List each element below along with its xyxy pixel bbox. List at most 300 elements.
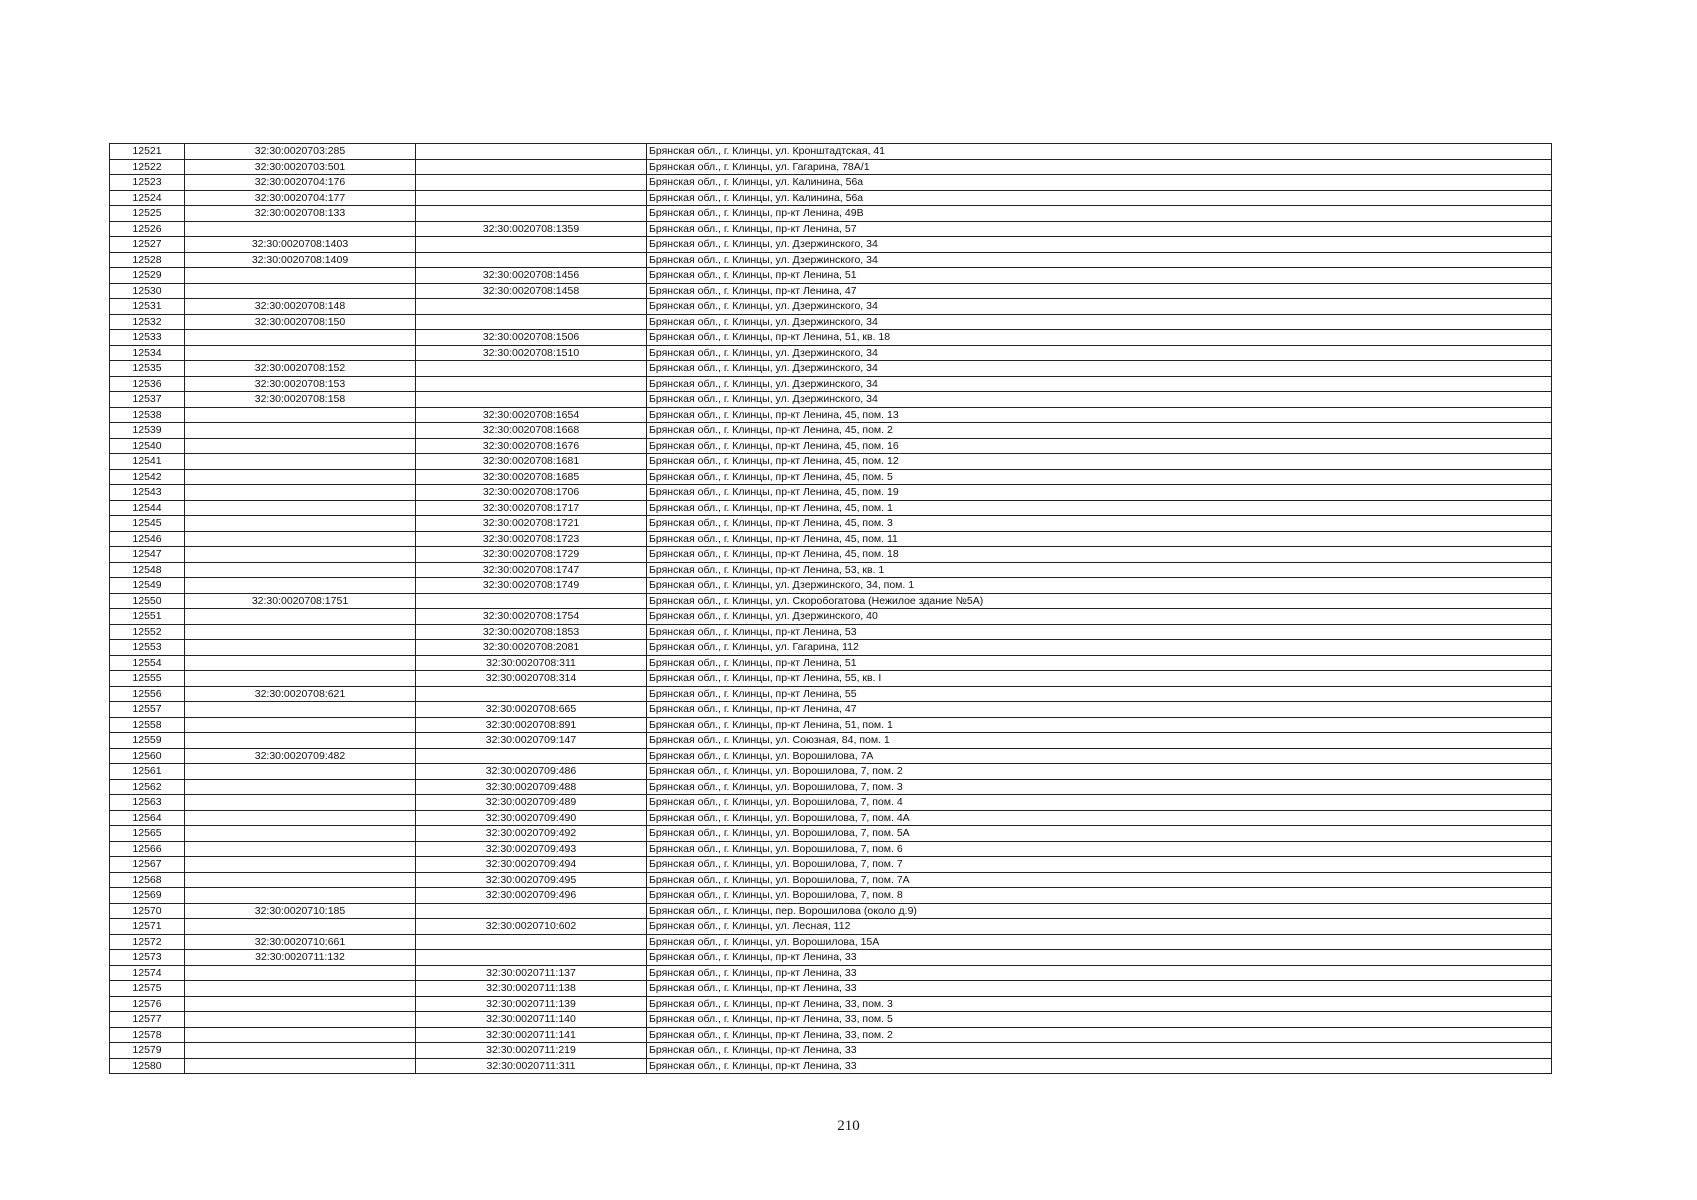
row-number-cell: 12569 [110,888,185,904]
linked-cadastral-number-cell: 32:30:0020708:1456 [416,268,647,284]
address-cell: Брянская обл., г. Клинцы, пр-кт Ленина, 51 [647,268,1552,284]
linked-cadastral-number-cell: 32:30:0020711:138 [416,981,647,997]
table-row [110,423,1552,439]
row-number-cell: 12533 [110,330,185,346]
row-number-cell: 12572 [110,934,185,950]
row-number-cell: 12542 [110,469,185,485]
row-number-cell: 12571 [110,919,185,935]
table-row [110,841,1552,857]
table-row [110,717,1552,733]
row-number-cell: 12538 [110,407,185,423]
address-cell: Брянская обл., г. Клинцы, пр-кт Ленина, 33 [647,950,1552,966]
address-cell: Брянская обл., г. Клинцы, пр-кт Ленина, 45, пом. 2 [647,423,1552,439]
cadastral-number-cell [185,1012,416,1028]
row-number-cell: 12545 [110,516,185,532]
linked-cadastral-number-cell [416,686,647,702]
address-cell: Брянская обл., г. Клинцы, пр-кт Ленина, 55 [647,686,1552,702]
cadastral-number-cell: 32:30:0020708:148 [185,299,416,315]
address-cell: Брянская обл., г. Клинцы, пр-кт Ленина, 45, пом. 12 [647,454,1552,470]
linked-cadastral-number-cell [416,190,647,206]
cadastral-number-cell [185,531,416,547]
cadastral-number-cell: 32:30:0020711:132 [185,950,416,966]
table-row [110,733,1552,749]
address-cell: Брянская обл., г. Клинцы, ул. Дзержинского, 34 [647,237,1552,253]
cadastral-number-cell [185,671,416,687]
cadastral-number-cell [185,857,416,873]
address-cell: Брянская обл., г. Клинцы, ул. Ворошилова, 7, пом. 7 [647,857,1552,873]
cadastral-number-cell [185,702,416,718]
row-number-cell: 12570 [110,903,185,919]
row-number-cell: 12521 [110,144,185,160]
row-number-cell: 12577 [110,1012,185,1028]
table-row [110,795,1552,811]
table-row [110,655,1552,671]
linked-cadastral-number-cell [416,206,647,222]
row-number-cell: 12544 [110,500,185,516]
cadastral-number-cell [185,330,416,346]
linked-cadastral-number-cell: 32:30:0020711:141 [416,1027,647,1043]
row-number-cell: 12540 [110,438,185,454]
table-row [110,485,1552,501]
table-row [110,934,1552,950]
linked-cadastral-number-cell: 32:30:0020709:489 [416,795,647,811]
linked-cadastral-number-cell: 32:30:0020710:602 [416,919,647,935]
row-number-cell: 12547 [110,547,185,563]
linked-cadastral-number-cell: 32:30:0020708:311 [416,655,647,671]
address-cell: Брянская обл., г. Клинцы, ул. Скоробогатова (Нежилое здание №5А) [647,593,1552,609]
linked-cadastral-number-cell [416,159,647,175]
row-number-cell: 12529 [110,268,185,284]
row-number-cell: 12526 [110,221,185,237]
cadastral-number-cell [185,717,416,733]
table-row [110,206,1552,222]
address-cell: Брянская обл., г. Клинцы, ул. Ворошилова, 7, пом. 7А [647,872,1552,888]
cadastral-number-cell [185,872,416,888]
address-cell: Брянская обл., г. Клинцы, ул. Ворошилова, 7, пом. 5А [647,826,1552,842]
table-row [110,950,1552,966]
row-number-cell: 12555 [110,671,185,687]
linked-cadastral-number-cell [416,934,647,950]
table-row [110,469,1552,485]
linked-cadastral-number-cell: 32:30:0020708:1506 [416,330,647,346]
linked-cadastral-number-cell: 32:30:0020711:139 [416,996,647,1012]
cadastral-number-cell [185,996,416,1012]
table-row [110,547,1552,563]
linked-cadastral-number-cell: 32:30:0020709:494 [416,857,647,873]
address-cell: Брянская обл., г. Клинцы, пр-кт Ленина, 47 [647,283,1552,299]
property-registry-table [109,143,1552,1074]
linked-cadastral-number-cell: 32:30:0020708:1749 [416,578,647,594]
cadastral-number-cell [185,841,416,857]
table-row [110,640,1552,656]
address-cell: Брянская обл., г. Клинцы, пр-кт Ленина, 45, пом. 18 [647,547,1552,563]
cadastral-number-cell [185,454,416,470]
cadastral-number-cell [185,779,416,795]
address-cell: Брянская обл., г. Клинцы, ул. Союзная, 84, пом. 1 [647,733,1552,749]
linked-cadastral-number-cell: 32:30:0020708:1676 [416,438,647,454]
row-number-cell: 12561 [110,764,185,780]
linked-cadastral-number-cell: 32:30:0020709:488 [416,779,647,795]
table-row [110,392,1552,408]
address-cell: Брянская обл., г. Клинцы, ул. Дзержинского, 34 [647,376,1552,392]
address-cell: Брянская обл., г. Клинцы, ул. Ворошилова, 7, пом. 2 [647,764,1552,780]
address-cell: Брянская обл., г. Клинцы, пр-кт Ленина, 47 [647,702,1552,718]
table-row [110,221,1552,237]
cadastral-number-cell [185,764,416,780]
linked-cadastral-number-cell: 32:30:0020709:495 [416,872,647,888]
address-cell: Брянская обл., г. Клинцы, пр-кт Ленина, 45, пом. 5 [647,469,1552,485]
linked-cadastral-number-cell: 32:30:0020708:1685 [416,469,647,485]
table-row [110,903,1552,919]
row-number-cell: 12565 [110,826,185,842]
table-row [110,252,1552,268]
cadastral-number-cell [185,500,416,516]
linked-cadastral-number-cell: 32:30:0020708:1717 [416,500,647,516]
row-number-cell: 12522 [110,159,185,175]
table-row [110,330,1552,346]
table-row [110,376,1552,392]
cadastral-number-cell [185,919,416,935]
address-cell: Брянская обл., г. Клинцы, пр-кт Ленина, 45, пом. 13 [647,407,1552,423]
cadastral-number-cell: 32:30:0020703:285 [185,144,416,160]
row-number-cell: 12576 [110,996,185,1012]
cadastral-number-cell: 32:30:0020704:176 [185,175,416,191]
cadastral-number-cell [185,283,416,299]
address-cell: Брянская обл., г. Клинцы, ул. Ворошилова, 7, пом. 8 [647,888,1552,904]
row-number-cell: 12559 [110,733,185,749]
linked-cadastral-number-cell: 32:30:0020709:493 [416,841,647,857]
linked-cadastral-number-cell: 32:30:0020708:665 [416,702,647,718]
row-number-cell: 12535 [110,361,185,377]
linked-cadastral-number-cell [416,175,647,191]
address-cell: Брянская обл., г. Клинцы, ул. Лесная, 112 [647,919,1552,935]
table-row [110,919,1552,935]
row-number-cell: 12557 [110,702,185,718]
cadastral-number-cell [185,345,416,361]
row-number-cell: 12548 [110,562,185,578]
row-number-cell: 12549 [110,578,185,594]
cadastral-number-cell [185,562,416,578]
linked-cadastral-number-cell: 32:30:0020709:486 [416,764,647,780]
row-number-cell: 12560 [110,748,185,764]
table-row [110,531,1552,547]
table-row [110,702,1552,718]
table-row [110,593,1552,609]
linked-cadastral-number-cell: 32:30:0020708:891 [416,717,647,733]
table-row [110,144,1552,160]
table-row [110,190,1552,206]
address-cell: Брянская обл., г. Клинцы, ул. Калинина, 56а [647,190,1552,206]
address-cell: Брянская обл., г. Клинцы, ул. Ворошилова, 7, пом. 4 [647,795,1552,811]
address-cell: Брянская обл., г. Клинцы, пр-кт Ленина, 45, пом. 19 [647,485,1552,501]
cadastral-number-cell [185,438,416,454]
table-row [110,500,1552,516]
table-row [110,237,1552,253]
table-row [110,562,1552,578]
linked-cadastral-number-cell: 32:30:0020708:314 [416,671,647,687]
cadastral-number-cell: 32:30:0020708:1751 [185,593,416,609]
row-number-cell: 12551 [110,609,185,625]
row-number-cell: 12532 [110,314,185,330]
cadastral-number-cell [185,624,416,640]
cadastral-number-cell: 32:30:0020703:501 [185,159,416,175]
row-number-cell: 12578 [110,1027,185,1043]
address-cell: Брянская обл., г. Клинцы, ул. Дзержинского, 34 [647,361,1552,377]
cadastral-number-cell [185,516,416,532]
row-number-cell: 12539 [110,423,185,439]
cadastral-number-cell [185,733,416,749]
address-cell: Брянская обл., г. Клинцы, ул. Дзержинского, 34 [647,299,1552,315]
row-number-cell: 12525 [110,206,185,222]
table-row [110,407,1552,423]
address-cell: Брянская обл., г. Клинцы, пер. Ворошилова (около д.9) [647,903,1552,919]
linked-cadastral-number-cell: 32:30:0020709:490 [416,810,647,826]
linked-cadastral-number-cell [416,903,647,919]
row-number-cell: 12546 [110,531,185,547]
cadastral-number-cell [185,795,416,811]
cadastral-number-cell: 32:30:0020708:153 [185,376,416,392]
cadastral-number-cell [185,268,416,284]
linked-cadastral-number-cell [416,299,647,315]
cadastral-number-cell: 32:30:0020708:1403 [185,237,416,253]
row-number-cell: 12534 [110,345,185,361]
row-number-cell: 12558 [110,717,185,733]
cadastral-number-cell: 32:30:0020708:621 [185,686,416,702]
address-cell: Брянская обл., г. Клинцы, пр-кт Ленина, 33 [647,981,1552,997]
address-cell: Брянская обл., г. Клинцы, ул. Гагарина, 112 [647,640,1552,656]
table-row [110,624,1552,640]
linked-cadastral-number-cell: 32:30:0020711:311 [416,1058,647,1074]
address-cell: Брянская обл., г. Клинцы, пр-кт Ленина, 33, пом. 5 [647,1012,1552,1028]
cadastral-number-cell [185,1027,416,1043]
cadastral-number-cell [185,221,416,237]
row-number-cell: 12579 [110,1043,185,1059]
row-number-cell: 12566 [110,841,185,857]
cadastral-number-cell [185,640,416,656]
linked-cadastral-number-cell: 32:30:0020708:1721 [416,516,647,532]
row-number-cell: 12574 [110,965,185,981]
linked-cadastral-number-cell: 32:30:0020711:219 [416,1043,647,1059]
table-row [110,748,1552,764]
row-number-cell: 12554 [110,655,185,671]
linked-cadastral-number-cell: 32:30:0020709:496 [416,888,647,904]
registry-table-body [110,144,1552,1074]
linked-cadastral-number-cell: 32:30:0020708:1747 [416,562,647,578]
table-row [110,516,1552,532]
table-row [110,826,1552,842]
cadastral-number-cell [185,485,416,501]
address-cell: Брянская обл., г. Клинцы, пр-кт Ленина, 45, пом. 1 [647,500,1552,516]
table-row [110,888,1552,904]
cadastral-number-cell: 32:30:0020708:1409 [185,252,416,268]
cadastral-number-cell [185,609,416,625]
address-cell: Брянская обл., г. Клинцы, пр-кт Ленина, 49В [647,206,1552,222]
table-row [110,671,1552,687]
address-cell: Брянская обл., г. Клинцы, ул. Ворошилова, 15А [647,934,1552,950]
cadastral-number-cell: 32:30:0020708:152 [185,361,416,377]
cadastral-number-cell [185,407,416,423]
cadastral-number-cell: 32:30:0020708:150 [185,314,416,330]
address-cell: Брянская обл., г. Клинцы, ул. Дзержинского, 34 [647,252,1552,268]
cadastral-number-cell: 32:30:0020704:177 [185,190,416,206]
table-row [110,454,1552,470]
address-cell: Брянская обл., г. Клинцы, пр-кт Ленина, 57 [647,221,1552,237]
address-cell: Брянская обл., г. Клинцы, пр-кт Ленина, 45, пом. 11 [647,531,1552,547]
row-number-cell: 12562 [110,779,185,795]
address-cell: Брянская обл., г. Клинцы, пр-кт Ленина, 53 [647,624,1552,640]
address-cell: Брянская обл., г. Клинцы, ул. Ворошилова, 7, пом. 6 [647,841,1552,857]
linked-cadastral-number-cell: 32:30:0020708:1729 [416,547,647,563]
row-number-cell: 12537 [110,392,185,408]
linked-cadastral-number-cell: 32:30:0020708:1359 [416,221,647,237]
linked-cadastral-number-cell: 32:30:0020708:1706 [416,485,647,501]
table-row [110,779,1552,795]
linked-cadastral-number-cell [416,376,647,392]
cadastral-number-cell [185,1058,416,1074]
row-number-cell: 12580 [110,1058,185,1074]
table-row [110,981,1552,997]
cadastral-number-cell [185,965,416,981]
cadastral-number-cell [185,547,416,563]
table-row [110,299,1552,315]
address-cell: Брянская обл., г. Клинцы, ул. Ворошилова, 7А [647,748,1552,764]
row-number-cell: 12564 [110,810,185,826]
linked-cadastral-number-cell [416,748,647,764]
linked-cadastral-number-cell [416,593,647,609]
cadastral-number-cell [185,578,416,594]
cadastral-number-cell [185,1043,416,1059]
linked-cadastral-number-cell: 32:30:0020708:1510 [416,345,647,361]
table-row [110,1043,1552,1059]
table-row [110,314,1552,330]
cadastral-number-cell [185,888,416,904]
linked-cadastral-number-cell: 32:30:0020711:137 [416,965,647,981]
row-number-cell: 12531 [110,299,185,315]
linked-cadastral-number-cell: 32:30:0020708:1723 [416,531,647,547]
table-row [110,438,1552,454]
cadastral-number-cell [185,469,416,485]
address-cell: Брянская обл., г. Клинцы, пр-кт Ленина, 33, пом. 3 [647,996,1552,1012]
address-cell: Брянская обл., г. Клинцы, пр-кт Ленина, 55, кв. I [647,671,1552,687]
table-row [110,609,1552,625]
row-number-cell: 12527 [110,237,185,253]
row-number-cell: 12563 [110,795,185,811]
row-number-cell: 12541 [110,454,185,470]
table-row [110,872,1552,888]
linked-cadastral-number-cell: 32:30:0020709:492 [416,826,647,842]
address-cell: Брянская обл., г. Клинцы, ул. Дзержинского, 34 [647,314,1552,330]
row-number-cell: 12530 [110,283,185,299]
table-row [110,175,1552,191]
row-number-cell: 12568 [110,872,185,888]
address-cell: Брянская обл., г. Клинцы, ул. Кронштадтская, 41 [647,144,1552,160]
address-cell: Брянская обл., г. Клинцы, пр-кт Ленина, 33 [647,1043,1552,1059]
linked-cadastral-number-cell: 32:30:0020708:1681 [416,454,647,470]
row-number-cell: 12573 [110,950,185,966]
table-row [110,268,1552,284]
table-row [110,996,1552,1012]
linked-cadastral-number-cell [416,314,647,330]
table-row [110,283,1552,299]
linked-cadastral-number-cell [416,252,647,268]
table-row [110,1027,1552,1043]
table-row [110,345,1552,361]
address-cell: Брянская обл., г. Клинцы, пр-кт Ленина, 33 [647,965,1552,981]
cadastral-number-cell: 32:30:0020708:133 [185,206,416,222]
row-number-cell: 12550 [110,593,185,609]
table-row [110,810,1552,826]
row-number-cell: 12553 [110,640,185,656]
linked-cadastral-number-cell: 32:30:0020708:1754 [416,609,647,625]
address-cell: Брянская обл., г. Клинцы, ул. Дзержинского, 40 [647,609,1552,625]
row-number-cell: 12523 [110,175,185,191]
address-cell: Брянская обл., г. Клинцы, пр-кт Ленина, 33 [647,1058,1552,1074]
linked-cadastral-number-cell [416,144,647,160]
row-number-cell: 12536 [110,376,185,392]
linked-cadastral-number-cell [416,237,647,253]
table-row [110,159,1552,175]
table-row [110,686,1552,702]
table-row [110,361,1552,377]
table-row [110,1058,1552,1074]
linked-cadastral-number-cell: 32:30:0020708:1458 [416,283,647,299]
address-cell: Брянская обл., г. Клинцы, ул. Дзержинского, 34 [647,345,1552,361]
linked-cadastral-number-cell: 32:30:0020708:1654 [416,407,647,423]
linked-cadastral-number-cell [416,392,647,408]
linked-cadastral-number-cell [416,950,647,966]
linked-cadastral-number-cell: 32:30:0020709:147 [416,733,647,749]
address-cell: Брянская обл., г. Клинцы, ул. Гагарина, 78А/1 [647,159,1552,175]
row-number-cell: 12528 [110,252,185,268]
address-cell: Брянская обл., г. Клинцы, пр-кт Ленина, 51, кв. 18 [647,330,1552,346]
table-row [110,965,1552,981]
linked-cadastral-number-cell: 32:30:0020708:1853 [416,624,647,640]
row-number-cell: 12567 [110,857,185,873]
linked-cadastral-number-cell: 32:30:0020708:1668 [416,423,647,439]
address-cell: Брянская обл., г. Клинцы, пр-кт Ленина, 45, пом. 16 [647,438,1552,454]
address-cell: Брянская обл., г. Клинцы, пр-кт Ленина, 45, пом. 3 [647,516,1552,532]
linked-cadastral-number-cell: 32:30:0020711:140 [416,1012,647,1028]
row-number-cell: 12556 [110,686,185,702]
address-cell: Брянская обл., г. Клинцы, ул. Калинина, 56а [647,175,1552,191]
row-number-cell: 12524 [110,190,185,206]
row-number-cell: 12552 [110,624,185,640]
address-cell: Брянская обл., г. Клинцы, ул. Дзержинского, 34 [647,392,1552,408]
address-cell: Брянская обл., г. Клинцы, пр-кт Ленина, 33, пом. 2 [647,1027,1552,1043]
cadastral-number-cell: 32:30:0020709:482 [185,748,416,764]
linked-cadastral-number-cell [416,361,647,377]
table-row [110,1012,1552,1028]
table-row [110,857,1552,873]
address-cell: Брянская обл., г. Клинцы, ул. Ворошилова, 7, пом. 3 [647,779,1552,795]
row-number-cell: 12543 [110,485,185,501]
address-cell: Брянская обл., г. Клинцы, ул. Дзержинского, 34, пом. 1 [647,578,1552,594]
linked-cadastral-number-cell: 32:30:0020708:2081 [416,640,647,656]
address-cell: Брянская обл., г. Клинцы, ул. Ворошилова, 7, пом. 4А [647,810,1552,826]
cadastral-number-cell [185,423,416,439]
cadastral-number-cell [185,981,416,997]
cadastral-number-cell: 32:30:0020710:661 [185,934,416,950]
cadastral-number-cell [185,826,416,842]
cadastral-number-cell: 32:30:0020710:185 [185,903,416,919]
table-row [110,764,1552,780]
address-cell: Брянская обл., г. Клинцы, пр-кт Ленина, 51 [647,655,1552,671]
address-cell: Брянская обл., г. Клинцы, пр-кт Ленина, 51, пом. 1 [647,717,1552,733]
cadastral-number-cell: 32:30:0020708:158 [185,392,416,408]
cadastral-number-cell [185,655,416,671]
address-cell: Брянская обл., г. Клинцы, пр-кт Ленина, 53, кв. 1 [647,562,1552,578]
page-number: 210 [837,1118,860,1134]
